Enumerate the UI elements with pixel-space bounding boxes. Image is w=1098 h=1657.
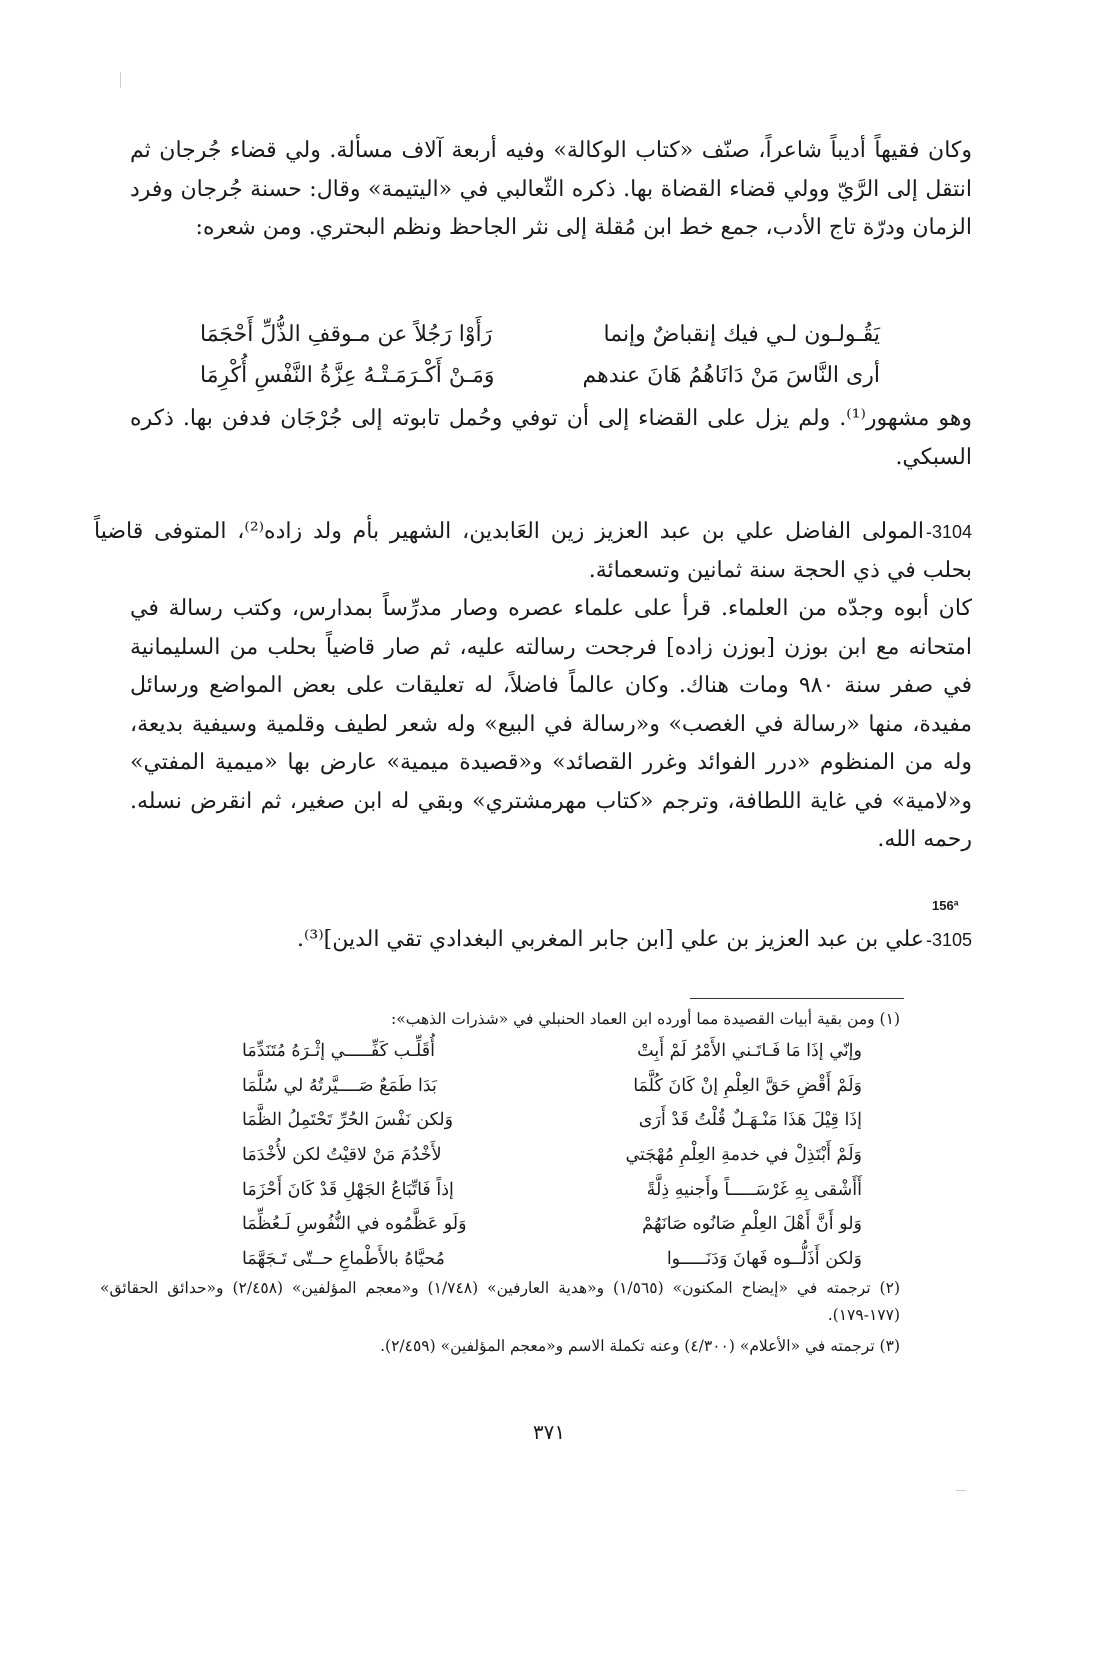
hemistich-left: وَمَـنْ أَكْـرَمَـتْـهُ عِزَّةُ النَّفْسِ أُكْرِمَا: [200, 363, 495, 388]
hemistich-left: وَلكن نَفْسَ الحُرِّ تَحْتَمِلُ الظَّمَا: [242, 1110, 454, 1131]
hemistich-right: وَلكن أَذَلُّــوه فَهانَ وَدَنَـــــوا: [666, 1249, 862, 1270]
hemistich-right: وإنّي إذَا مَا فَـاتَـني الأَمْرُ لَمْ أَبِتْ: [637, 1041, 862, 1061]
hemistich-left: إذاً فَاتِّبَاعُ الجَهْلِ قَدْ كَانَ أَحْزَمَا: [242, 1179, 454, 1200]
hemistich-right: وَلو أَنَّ أَهْلَ العِلْمِ صَانُوه صَانَهُمْ: [642, 1214, 862, 1235]
hemistich-right: يَقُـولـون لـي فيك إنقباضٌ وإنما: [603, 322, 880, 347]
hemistich-left: مُحيَّاهُ بالأَطْماعِ حــتّى تَـجَهَّمَا: [242, 1249, 445, 1270]
hemistich-right: أرى النَّاسَ مَنْ دَانَاهُمُ هَانَ عندهم: [582, 363, 880, 388]
entry-number: 3105-: [925, 930, 972, 950]
hemistich-right: إذَا قِيْلَ هَذَا مَنْـهَـلٌ قُلْتُ قَدْ أَرَى: [638, 1110, 862, 1131]
hemistich-left: وَلَو عَظَّمُوه في النُّفُوسِ لَـعُظِّمَا: [242, 1214, 467, 1235]
footnote-verse: [242, 1173, 862, 1208]
hemistich-right: وَلَمْ أَبْتَذِلْ في خدمةِ العِلْمِ مُهْجَتي: [625, 1145, 862, 1166]
footnote-verse: [242, 1207, 862, 1242]
footnote-2: (٢) ترجمته في «إيضاح المكنون» (١/٥٦٥) و«هدية العارفين» (١/٧٤٨) و«معجم المؤلفين» (٢/٤٥٨) و«حدائق الحقائق» (١٧٧-١٧٩).: [100, 1279, 900, 1324]
hemistich-right: وَلَمْ أَقْضِ حَقَّ العِلْمِ إنْ كَانَ كُلَّمَا: [633, 1075, 862, 1096]
poem-verse: [200, 314, 880, 355]
hemistich-left: لأَخْدُمَ مَنْ لاقيْتُ لكن لأُخْدَمَا: [242, 1145, 442, 1166]
footnote-verse: [242, 1138, 862, 1173]
footnote-poem: [242, 1034, 862, 1277]
entry-3105-heading: [94, 921, 972, 960]
footnote-divider: [690, 998, 904, 999]
entry-title: المولى الفاضل علي بن عبد العزيز زين العَابدين، الشهير بأم ولد زاده⁽²⁾، المتوفى قاضياً بحلب في ذي الحجة سنة ثمانين وتسعمائة.: [94, 519, 972, 583]
entry-3104-body: كان أبوه وجدّه من العلماء. قرأ على علماء عصره وصار مدرِّساً بمدارس، وكتب رسالة في امتحانه مع ابن بوزن [بوزن زاده] فرجحت رسالته عليه، ثم صار قاضياً بحلب من السليمانية في صفر سنة ٩٨٠ ومات هناك. وكان عالماً فاضلاً، له تعليقات على بعض المواضع ورسائل مفيدة، منها «رسالة في الغصب» و«رسالة في البيع» وله شعر لطيف وقلمية وسيفية بديعة، وله من المنظوم «درر الفوائد وغرر القصائد» و«قصيدة ميمية» عارض بها «ميمية المفتي» و«لامية» في غاية اللطافة، وترجم «كتاب مهرمشتري» وبقي له ابن صغير، ثم انقرض نسله. رحمه الله.: [130, 596, 972, 852]
entry-title: علي بن عبد العزيز بن علي [ابن جابر المغربي البغدادي تقي الدين]⁽³⁾.: [296, 927, 924, 952]
margin-folio-note: 156ª: [932, 898, 959, 913]
footnote-1-intro: (١) ومن بقية أبيات القصيدة مما أورده ابن العماد الحنبلي في «شذرات الذهب»:: [391, 1010, 900, 1028]
footnote-verse: [242, 1103, 862, 1138]
scan-mark: [956, 1490, 966, 1491]
page-number: ٣٧١: [532, 1420, 566, 1444]
poem: [200, 314, 880, 396]
footnote-verse: [242, 1034, 862, 1069]
hemistich-left: بَدَا طَمَعٌ صَــــيَّرتُهُ لي سُلَّمَا: [242, 1075, 437, 1096]
entry-3104-heading: [94, 513, 972, 590]
footnote-verse: [242, 1242, 862, 1277]
footnote-3: (٣) ترجمته في «الأعلام» (٤/٣٠٠) وعنه تكملة الاسم و«معجم المؤلفين» (٢/٤٥٩).: [380, 1337, 900, 1355]
footnote-verse: [242, 1069, 862, 1104]
hemistich-right: أَأَشْقى بِهِ غَرْسَـــــاً وأَجنيهِ ذِلَّةً: [646, 1179, 862, 1200]
intro-paragraph: وكان فقيهاً أديباً شاعراً، صنّف «كتاب الوكالة» وفيه أربعة آلاف مسألة. ولي قضاء جُرجان ثم انتقل إلى الرَّيّ وولي قضاء القضاة بها. ذكره الثّعالبي في «اليتيمة» وقال: حسنة جُرجان وفرد الزمان ودرّة تاج الأدب، جمع خط ابن مُقلة إلى نثر الجاحظ ونظم البحتري. ومن شعره:: [130, 138, 972, 240]
poem-verse: [200, 355, 880, 396]
after-poem-paragraph: وهو مشهور⁽¹⁾. ولم يزل على القضاء إلى أن توفي وحُمل تابوته إلى جُرْجَان فدفن بها. ذكره السبكي.: [130, 406, 972, 470]
hemistich-left: أُقَلِّـب كَفِّـــــي إثْـرَهُ مُتَنَدِّمَا: [242, 1041, 435, 1061]
scan-mark: [120, 72, 121, 88]
entry-number: 3104-: [925, 522, 972, 542]
hemistich-left: رَأَوْا رَجُلاً عن مـوقفِ الذُّلِّ أَحْجَمَا: [200, 322, 493, 347]
